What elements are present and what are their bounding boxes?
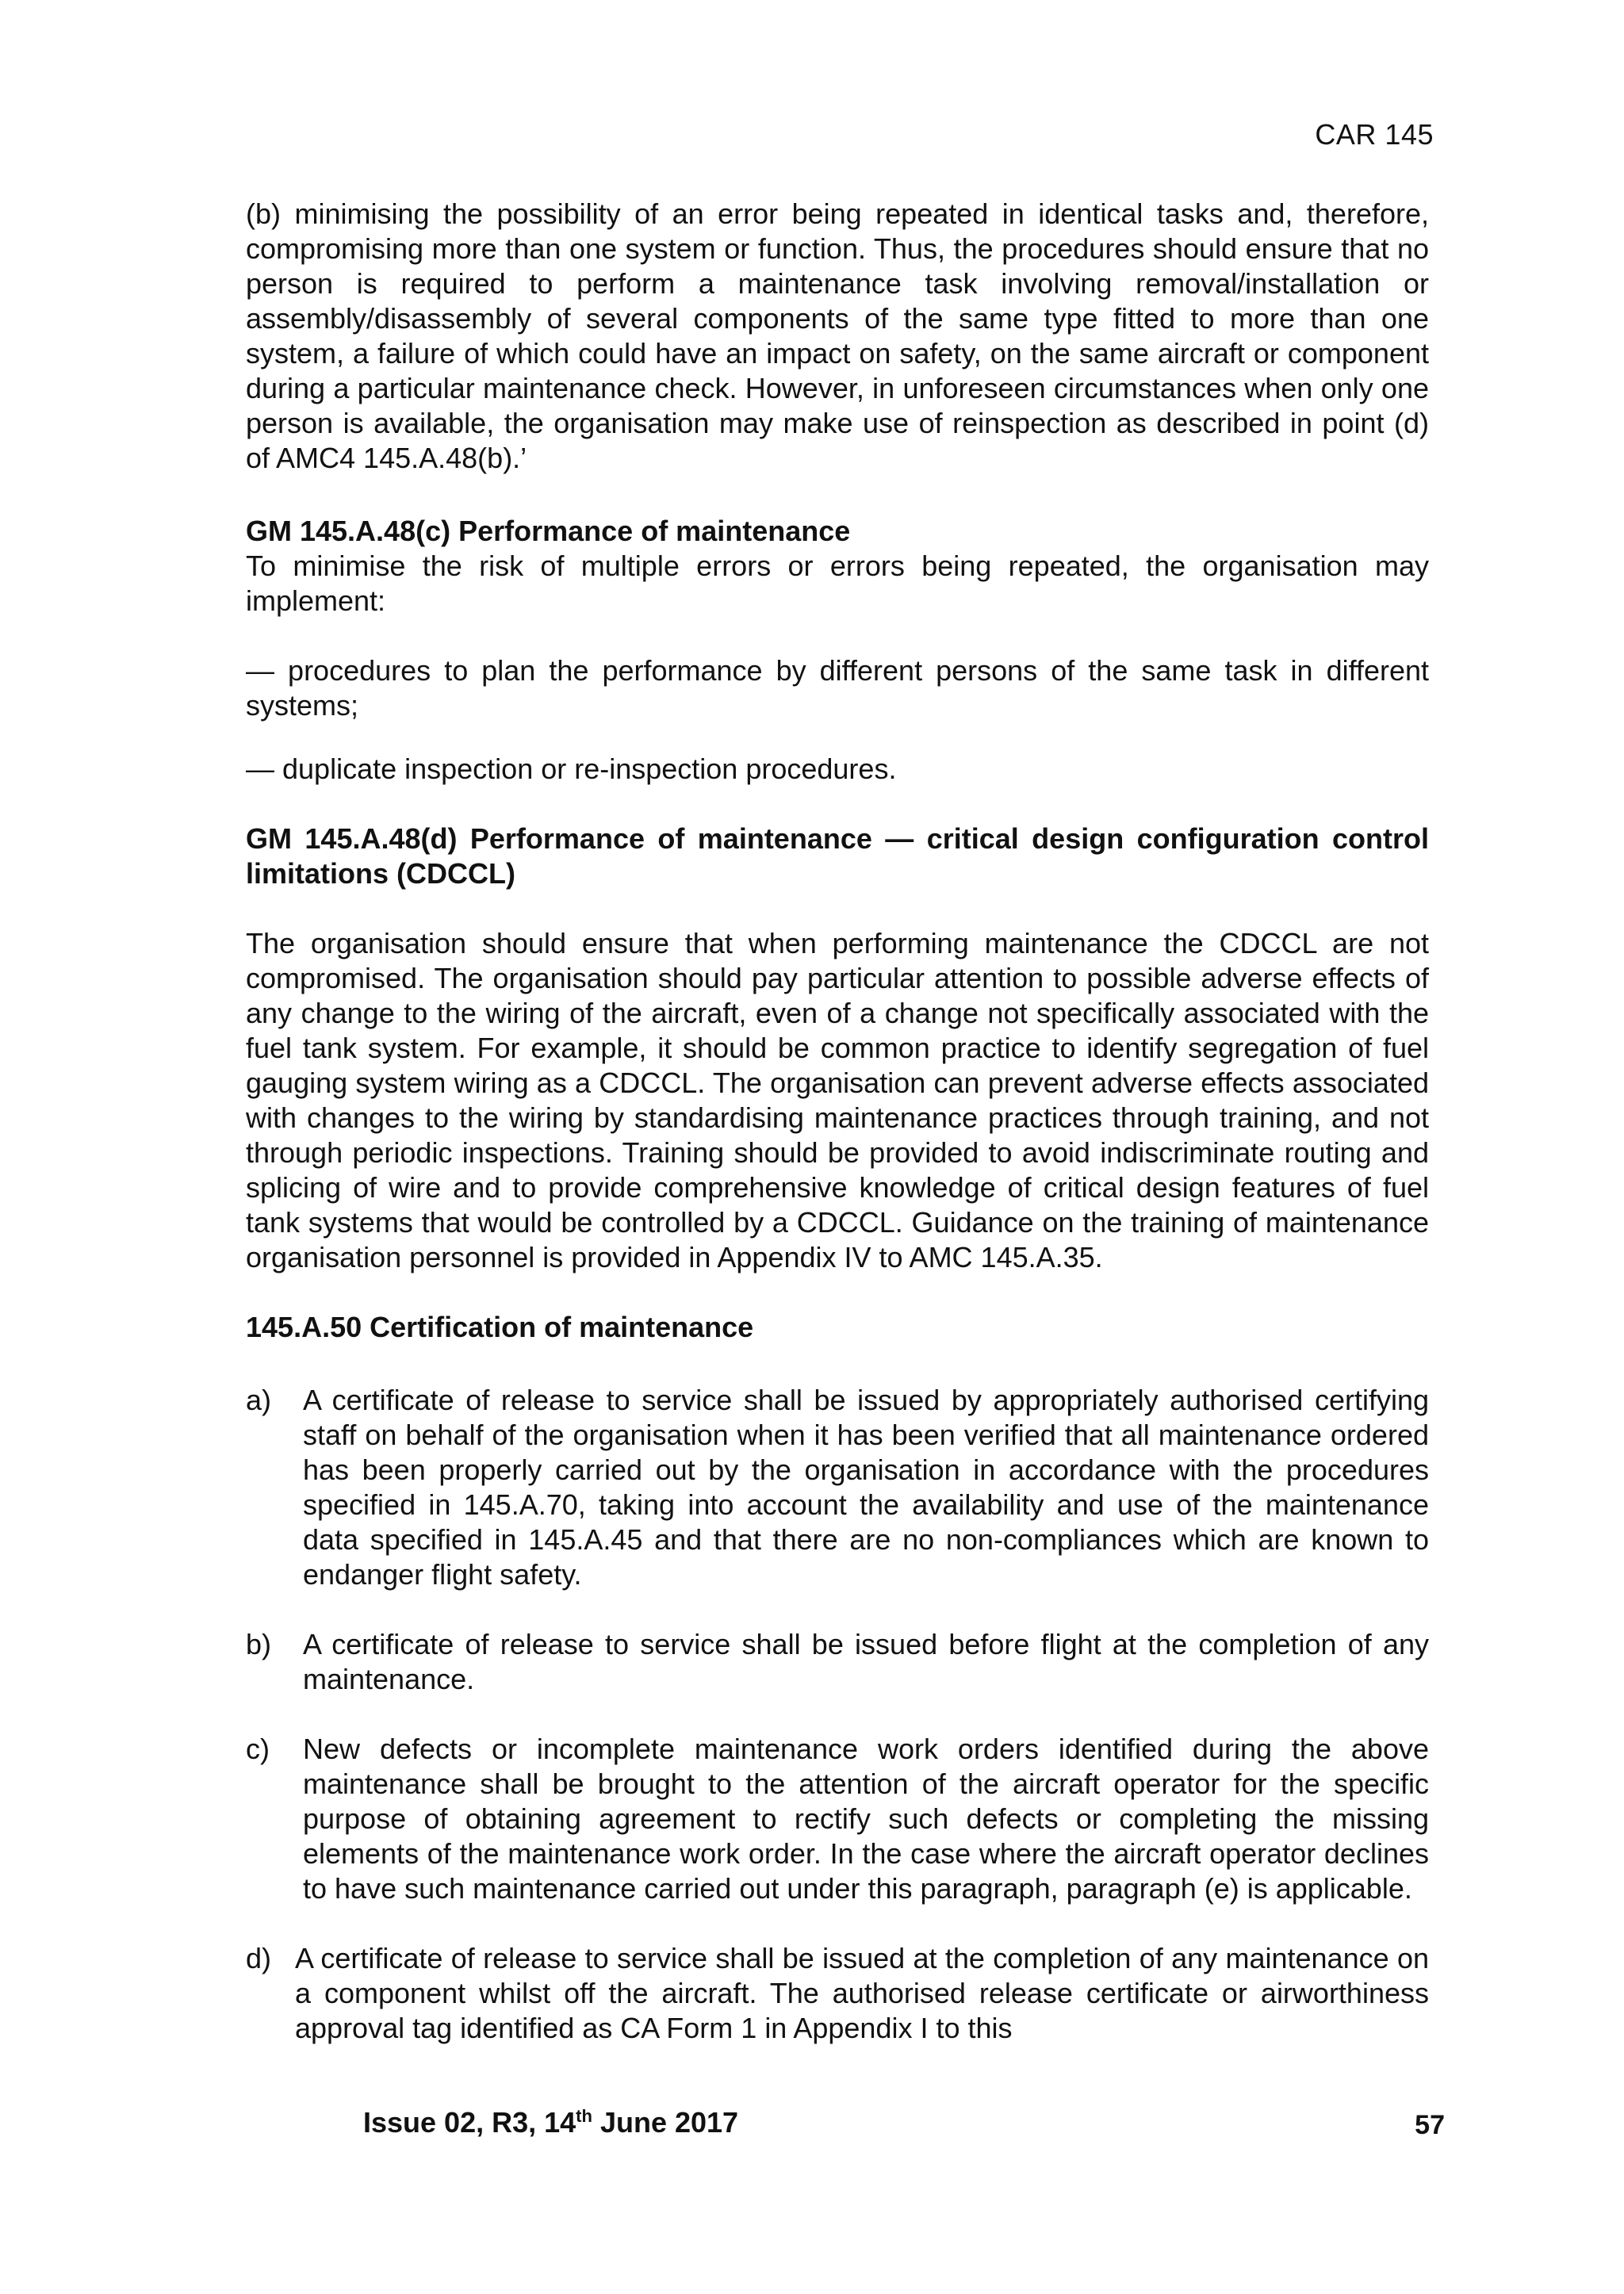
paragraph-b: (b) minimising the possibility of an error being repeated in identical tasks and, therefore, compromising more than one system or function. Thus, the procedures should ensure that no person is required to perform a maintenance task involving removal/installation or assembly/disassembly of several components of the same type fitted to more than one system, a failure of which could have an impact on safety, on the same aircraft or component during a particular maintenance check. However, in unforeseen circumstances when only one person is available, the organisation may make use of reinspection as described in point (d) of AMC4 145.A.48(b).’ [246, 197, 1429, 474]
gm-c-heading: GM 145.A.48(c) Performance of maintenance [246, 515, 851, 547]
gm-c-intro: To minimise the risk of multiple errors or errors being repeated, the organisation may implement: [246, 550, 1429, 617]
list-marker: b) [246, 1628, 272, 1660]
list-item-a [246, 1383, 1429, 1592]
gm-c-item-1: — procedures to plan the performance by different persons of the same task in different systems; [246, 654, 1429, 722]
list-marker: a) [246, 1384, 272, 1416]
issue-prefix: Issue 02, R3, 14 [363, 2106, 576, 2139]
list-marker: d) [246, 1942, 272, 1974]
gm-d-heading: GM 145.A.48(d) Performance of maintenance — critical design configuration control limitations (CDCCL) [246, 822, 1429, 890]
list-item-d [246, 1941, 1429, 2046]
list-text: New defects or incomplete maintenance work orders identified during the above maintenance shall be brought to the attention of the aircraft operator for the specific purpose of obtaining agreement to rectify such defects or completing the missing elements of the maintenance work order. In the case where the aircraft operator declines to have such maintenance carried out under this paragraph, paragraph (e) is applicable. [303, 1733, 1429, 1905]
gm-d-body: The organisation should ensure that when performing maintenance the CDCCL are not compromised. The organisation should pay particular attention to possible adverse effects of any change to the wiring of the aircraft, even of a change not specifically associated with the fuel tank system. For example, it should be common practice to identify segregation of fuel gauging system wiring as a CDCCL. The organisation can prevent adverse effects associated with changes to the wiring by standardising maintenance practices through training, and not through periodic inspections. Training should be provided to avoid indiscriminate routing and splicing of wire and to provide comprehensive knowledge of critical design features of fuel tank systems that would be controlled by a CDCCL. Guidance on the training of maintenance organisation personnel is provided in Appendix IV to AMC 145.A.35. [246, 927, 1429, 1273]
list-text: A certificate of release to service shall be issued by appropriately authorised certifying staff on behalf of the organisation when it has been verified that all maintenance ordered has been properly carried out by the organisation in accordance with the procedures specified in 145.A.70, taking into account the availability and use of the maintenance data specified in 145.A.45 and that there are no non-compliances which are known to endanger flight safety. [303, 1384, 1429, 1591]
a50-heading: 145.A.50 Certification of maintenance [246, 1311, 754, 1343]
issue-footer [363, 2105, 738, 2140]
page-content [246, 197, 1429, 2046]
document-reference: CAR 145 [1315, 118, 1434, 151]
list-marker: c) [246, 1733, 270, 1765]
gm-c-item-2: — duplicate inspection or re-inspection procedures. [246, 753, 897, 785]
page-number: 57 [1415, 2110, 1445, 2140]
list-text: A certificate of release to service shall be issued at the completion of any maintenance on a component whilst off the aircraft. The authorised release certificate or airworthiness approval tag identified as CA Form 1 in Appendix I to this [295, 1942, 1429, 2044]
list-item-b [246, 1627, 1429, 1697]
issue-superscript: th [576, 2106, 592, 2126]
list-item-c [246, 1732, 1429, 1906]
list-text: A certificate of release to service shall be issued before flight at the completion of any maintenance. [303, 1628, 1429, 1695]
issue-suffix: June 2017 [592, 2106, 739, 2139]
